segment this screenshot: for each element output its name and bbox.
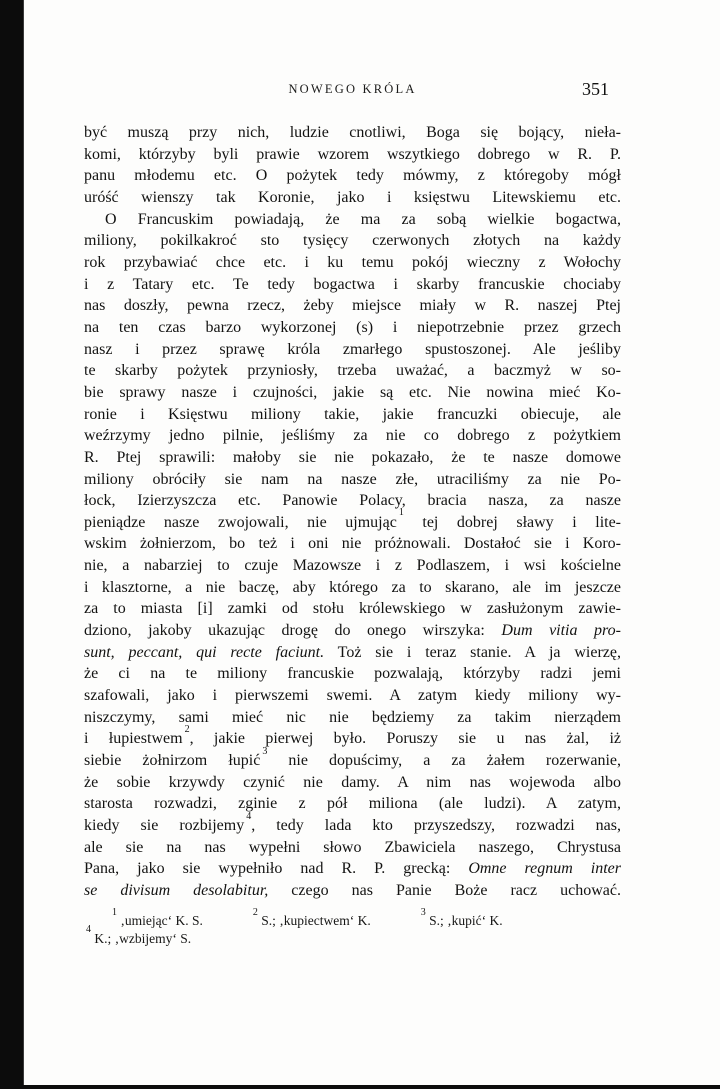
text-segment: Dum vitia pro-: [501, 622, 621, 640]
text-line: [84, 274, 621, 296]
text-segment: pieniądze nasze zwojowali, nie ujmując: [84, 513, 397, 531]
text-segment: że sobie krzywdy czynić nie damy. A nim nas wojewoda albo: [84, 773, 621, 791]
text-segment: nas doszły, pewna rzecz, żeby miejsce miały w R. naszej Ptej: [84, 297, 621, 315]
scan-bottom-edge: [0, 1085, 720, 1089]
footnote-text: ‚umiejąc‘ K. S.: [117, 913, 203, 928]
footnote-entry: [251, 906, 371, 930]
text-segment: na ten czas barzo wykorzonej (s) i niepotrzebnie przez grzech: [84, 318, 621, 336]
text-segment: Toż sie i teraz stanie. A ja wierzę,: [324, 643, 621, 661]
text-line: [84, 880, 621, 902]
text-line: [84, 252, 621, 274]
footnote-text: S.; ‚kupiectwem‘ K.: [257, 913, 371, 928]
text-segment: uróść wienszy tak Koronie, jako i księstwu Litewskiemu etc.: [84, 188, 621, 206]
text-segment: i z Tatary etc. Te tedy bogactwa i skarby francuskie chociaby: [84, 275, 621, 293]
footnote-marker: 1: [112, 906, 117, 918]
footnote-marker: 3: [262, 745, 268, 757]
text-segment: se divisum desolabitur,: [84, 881, 269, 899]
text-segment: Omne regnum inter: [468, 860, 622, 878]
page-header: [84, 79, 621, 99]
text-segment: bie sprawy nasze i czujności, jakie są etc. Nie nowina mieć Ko-: [84, 383, 621, 401]
text-segment: , tedy lada kto przyszedszy, rozwadzi nas,: [251, 817, 621, 834]
text-segment: starosta rozwadzi, zginie z pół miliona (ale ludzi). A zatym,: [84, 795, 621, 813]
text-line: [84, 447, 621, 469]
text-segment: łock, Izierzyszcza etc. Panowie Polacy, bracia nasza, za nasze: [84, 492, 621, 510]
text-line: [84, 577, 621, 599]
text-segment: te skarby pożytek przyniosły, trzeba uważać, a baczmyż w so-: [84, 362, 621, 380]
text-line: [84, 339, 621, 361]
text-segment: ronie i Księstwu miliony takie, jakie francuzki obiecuje, ale: [84, 405, 621, 423]
text-line: [84, 663, 621, 685]
text-line: [84, 230, 621, 252]
text-line: [84, 810, 621, 837]
text-segment: rok przybawiać chce etc. i ku temu pokój wieczny z Wołochy: [84, 253, 621, 271]
text-segment: czego nas Panie Boże racz uchować.: [268, 881, 622, 899]
text-line: [84, 360, 621, 382]
footnote-marker: 3: [420, 906, 426, 918]
text-line: [84, 295, 621, 317]
text-segment: panu młodemu etc. O pożytek tedy mówmy, z któregoby mógł: [84, 167, 621, 185]
text-line: [84, 620, 621, 642]
text-segment: nie dopuścimy, a za żałem rozerwanie,: [267, 752, 621, 770]
footnote-marker: 4: [86, 924, 91, 935]
scan-binding-edge: [0, 0, 24, 1089]
text-line: [84, 382, 621, 404]
text-line: [84, 707, 621, 729]
text-line: [84, 642, 621, 664]
text-line: [84, 793, 621, 815]
footnote-entry: [419, 906, 503, 930]
text-segment: być muszą przy nich, ludzie cnotliwi, Boga się bojący, nieła-: [84, 124, 621, 141]
text-line: [84, 858, 621, 880]
text-line: [84, 165, 621, 187]
footnotes: [84, 906, 621, 947]
text-line: [84, 745, 621, 772]
footnote-entry: [110, 906, 203, 930]
text-line: [84, 122, 621, 144]
text-segment: nie, a nabarziej to czuje Mazowsze i z Podlaszem, i wsi kościelne: [84, 557, 621, 575]
text-line: [84, 837, 621, 859]
text-segment: i klasztorne, a nie baczę, aby którego za to skarano, ale im jeszcze: [84, 578, 621, 596]
text-line: [84, 724, 621, 750]
text-segment: sunt, peccant, qui recte faciunt.: [84, 643, 325, 661]
text-segment: kiedy sie rozbijemy: [84, 817, 245, 834]
text-line: [84, 425, 621, 447]
text-line: [84, 772, 621, 794]
text-segment: miliony, pokilkakroć sto tysięcy czerwonych złotych na każdy: [84, 232, 621, 250]
text-segment: weźrzymy jedno pilnie, jeśliśmy za nie co dobrego z pożytkiem: [84, 427, 621, 445]
page-number: 351: [582, 79, 609, 99]
text-line: [84, 209, 621, 231]
text-segment: i łupiestwem: [84, 730, 183, 748]
text-segment: Pana, jako sie wypełniło nad R. P. grecką:: [84, 860, 469, 878]
running-title: NOWEGO KRÓLA: [288, 82, 417, 96]
page-body: [84, 122, 621, 902]
footnote-marker: 4: [246, 810, 252, 822]
text-segment: nasz i przez sprawę króla zmarłego spustoszonej. Ale jeśliby: [84, 340, 621, 358]
footnote-text: K.; ‚wzbijemy‘ S.: [91, 930, 192, 946]
text-segment: dziono, jakoby ukazując drogę do onego wirszyka:: [84, 622, 502, 640]
text-segment: szafowali, jako i pierwszemi swemi. A zatym kiedy miliony wy-: [84, 687, 621, 705]
footnote-row: [84, 906, 621, 930]
footnote-marker: 2: [252, 906, 258, 918]
text-line: [84, 598, 621, 620]
footnote-text: S.; ‚kupić‘ K.: [425, 913, 503, 928]
text-line: [84, 144, 621, 166]
text-segment: że ci na te miliony francuskie pozwalają, którzyby radzi jemi: [84, 665, 621, 683]
text-segment: komi, którzyby byli prawie wzorem wszytkiego dobrego w R. P.: [84, 145, 621, 163]
text-segment: miliony obróciły sie nam na nasze złe, utraciliśmy za nie Po-: [84, 470, 621, 488]
text-line: [84, 507, 622, 534]
text-line: [84, 469, 621, 491]
text-line: [84, 187, 621, 209]
text-line: [84, 404, 621, 426]
text-segment: ale sie na nas wypełni słowo Zbawiciela naszego, Chrystusa: [84, 838, 621, 856]
text-segment: siebie żołnirzom łupić: [84, 752, 261, 770]
text-segment: R. Ptej sprawili: małoby sie nie pokazało, że te nasze domowe: [84, 448, 621, 466]
footnote-entry: [84, 924, 192, 948]
footnote-row: [84, 924, 621, 948]
text-segment: wskim żołnierzom, bo też i oni nie próżnowali. Dostałoć sie i Koro-: [84, 535, 621, 553]
text-line: [84, 685, 621, 707]
text-segment: O Francuskim powiadają, że ma za sobą wielkie bogactwa,: [105, 210, 621, 228]
text-segment: niszczymy, sami mieć nic nie będziemy za takim nierządem: [84, 708, 621, 726]
text-line: [84, 533, 621, 555]
text-segment: za to miasta [i] zamki od stołu królewskiego w zasłużonym zawie-: [84, 600, 621, 618]
text-segment: , jakie pierwej było. Poruszy sie u nas żal, iż: [189, 730, 621, 748]
text-line: [84, 317, 621, 339]
text-segment: tej dobrej sławy i lite-: [403, 513, 622, 531]
footnote-marker: 2: [184, 724, 190, 736]
text-line: [84, 555, 621, 577]
text-line: [84, 490, 621, 512]
footnote-marker: 1: [398, 507, 404, 519]
